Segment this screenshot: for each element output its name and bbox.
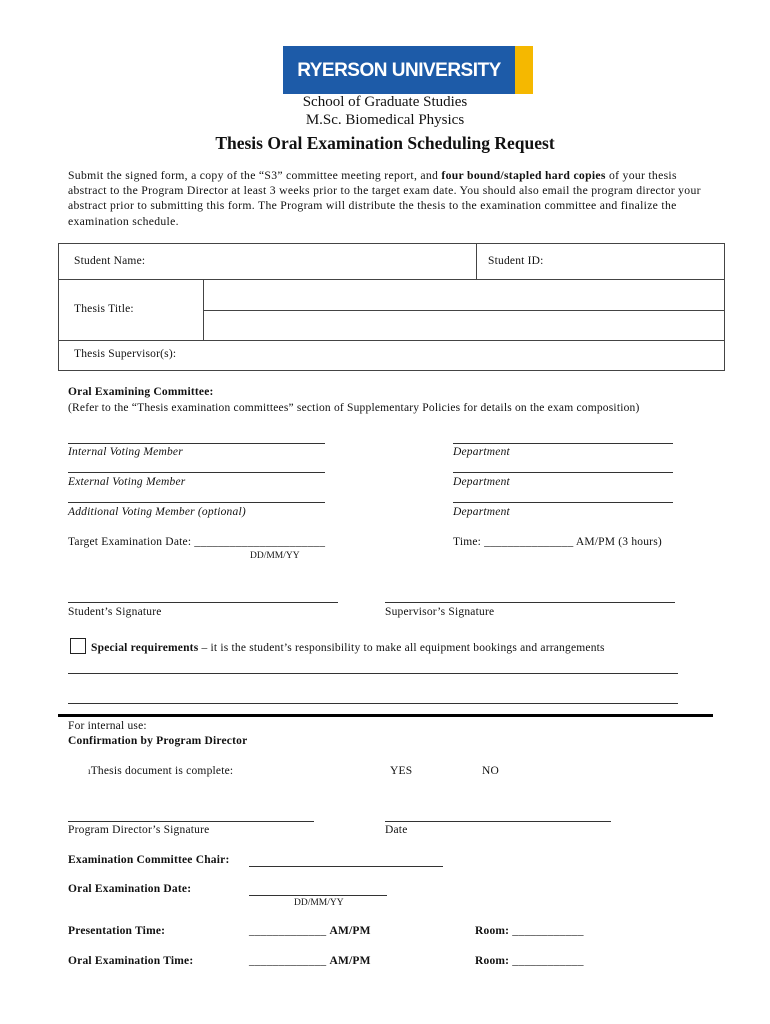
internal-dept-line[interactable] [453,443,673,444]
instructions-part2: of your thesis abstract to the Program Director at least 3 weeks prior to the target exam date. You should also email the program director your abstract prior to submitting this form. The Program will distribute the thesis to the examination committee and finalize the examination schedule. [68,169,701,228]
committee-note: (Refer to the “Thesis examination committees” section of Supplementary Policies for details on the exam composition) [68,402,640,414]
special-requirements-checkbox[interactable] [70,638,86,654]
external-dept-line[interactable] [453,472,673,473]
oral-exam-time-row [249,955,371,967]
oral-exam-ampm: AM/PM [329,955,371,967]
exam-time-row [453,536,662,548]
thesis-title-field-line1[interactable] [205,281,722,309]
special-requirements-text [91,642,605,654]
internal-member-label: Internal Voting Member [68,446,183,458]
thesis-title-field-line2[interactable] [205,312,722,339]
exam-time-label: Time: [453,536,482,548]
student-signature-line[interactable] [68,602,338,603]
oral-exam-room-row [475,955,584,967]
student-id-field[interactable] [560,248,720,276]
no-option[interactable]: NO [482,765,500,777]
presentation-room-row [475,925,584,937]
thesis-supervisor-field[interactable] [200,342,720,368]
oral-exam-room-label: Room: [475,955,510,967]
yes-option[interactable]: YES [390,765,413,777]
student-name-label: Student Name: [74,255,146,267]
presentation-room-field[interactable]: ____________ [512,925,584,937]
director-date-label: Date [385,824,408,836]
thesis-title-label: Thesis Title: [74,303,134,315]
thesis-supervisor-label: Thesis Supervisor(s): [74,348,177,360]
internal-section-divider [58,714,713,717]
supervisor-signature-line[interactable] [385,602,675,603]
presentation-time-field[interactable]: _____________ [249,925,327,937]
bullet-icon: ı [88,766,91,776]
student-id-label: Student ID: [488,255,544,267]
student-signature-label: Student’s Signature [68,606,162,618]
additional-dept-label: Department [453,506,510,518]
committee-heading: Oral Examining Committee: [68,386,214,398]
instructions-paragraph [68,168,708,229]
internal-dept-label: Department [453,446,510,458]
target-exam-date-row [68,536,325,548]
form-title: Thesis Oral Examination Scheduling Request [215,133,555,153]
oral-exam-date-line[interactable] [249,895,387,896]
additional-dept-line[interactable] [453,502,673,503]
target-exam-date-field[interactable]: ______________________ [194,536,326,548]
table-divider [58,279,724,280]
special-requirements-note: – it is the student’s responsibility to make all equipment bookings and arrangements [198,642,605,654]
oral-exam-time-field[interactable]: _____________ [249,955,327,967]
presentation-ampm: AM/PM [329,925,371,937]
target-exam-date-label: Target Examination Date: [68,536,192,548]
additional-member-line[interactable] [68,502,325,503]
external-member-label: External Voting Member [68,476,186,488]
student-name-field[interactable] [170,248,470,276]
date-format-hint: DD/MM/YY [250,551,300,561]
program-name: M.Sc. Biomedical Physics [305,112,465,128]
table-divider [58,340,724,341]
exam-time-field[interactable]: _______________ [484,536,574,548]
table-divider [476,243,477,279]
school-name: School of Graduate Studies [302,94,468,110]
confirmation-heading: Confirmation by Program Director [68,735,248,747]
director-date-line[interactable] [385,821,611,822]
internal-member-line[interactable] [68,443,325,444]
oral-exam-time-label: Oral Examination Time: [68,955,194,967]
logo-text: RYERSON UNIVERSITY [297,60,501,81]
oral-exam-room-field[interactable]: ____________ [512,955,584,967]
oral-date-format-hint: DD/MM/YY [294,898,344,908]
special-requirements-heading: Special requirements [91,642,199,654]
instructions-bold: four bound/stapled hard copies [441,169,606,182]
committee-chair-line[interactable] [249,866,443,867]
table-divider [203,310,724,311]
presentation-room-label: Room: [475,925,510,937]
oral-exam-date-label: Oral Examination Date: [68,883,192,895]
supervisor-signature-label: Supervisor’s Signature [385,606,495,618]
external-dept-label: Department [453,476,510,488]
committee-chair-label: Examination Committee Chair: [68,854,230,866]
thesis-complete-row [88,765,233,777]
special-requirements-line-2[interactable] [68,703,678,704]
university-logo [283,46,533,94]
special-requirements-line-1[interactable] [68,673,678,674]
presentation-time-label: Presentation Time: [68,925,166,937]
director-signature-line[interactable] [68,821,314,822]
director-signature-label: Program Director’s Signature [68,824,210,836]
exam-time-suffix: AM/PM (3 hours) [575,536,662,548]
external-member-line[interactable] [68,472,325,473]
thesis-complete-label: Thesis document is complete: [90,765,234,777]
instructions-part1: Submit the signed form, a copy of the “S3” committee meeting report, and [68,169,442,182]
internal-use-label: For internal use: [68,720,147,732]
logo-accent-bar [515,46,533,94]
presentation-time-row [249,925,371,937]
additional-member-label: Additional Voting Member (optional) [68,506,246,518]
